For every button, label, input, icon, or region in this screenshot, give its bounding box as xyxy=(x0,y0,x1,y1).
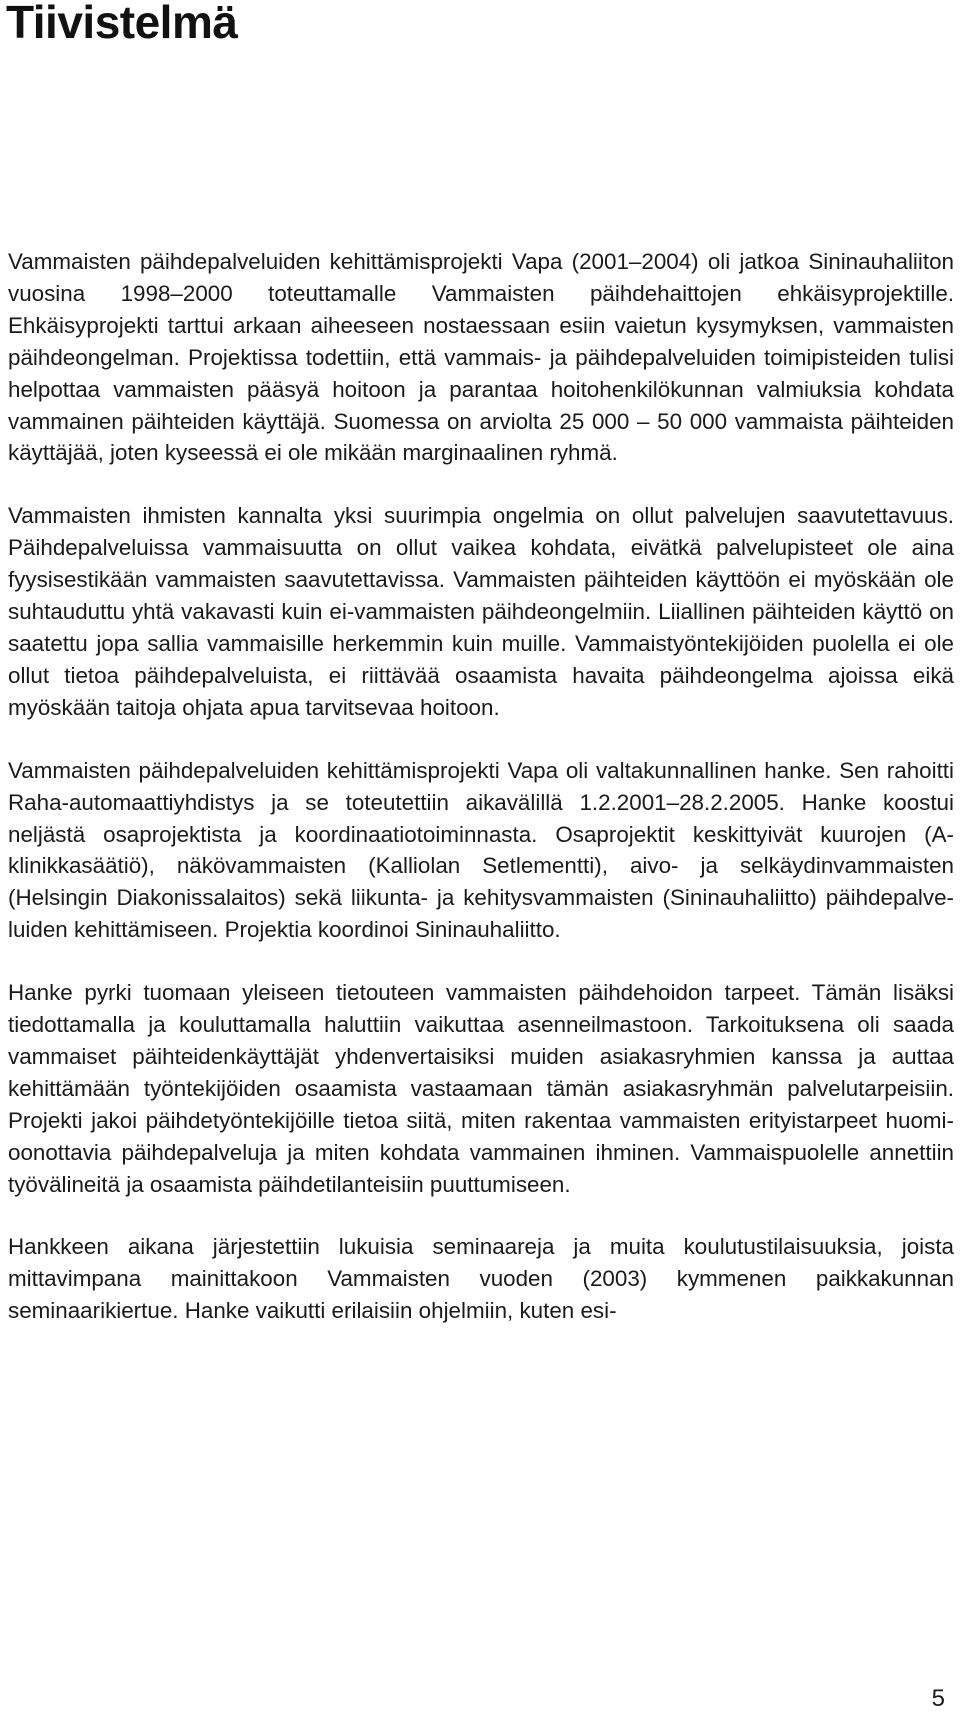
paragraph-5: Hankkeen aikana järjestettiin lukuisia seminaareja ja muita koulutustilaisuuksia, joista mittavimpana mainittakoon Vammaisten vuoden (2003) kymmenen paikkakunnan seminaarikiertue. Hanke vaikutti erilaisiin ohjelmiin, kuten esi- xyxy=(8,1234,954,1324)
body-text xyxy=(8,246,954,1358)
paragraph-2: Vammaisten ihmisten kannalta yksi suurimpia ongelmia on ollut palvelujen saavutettavuus. Päihdepalveluissa vammaisuutta on ollut vaikea kohdata, eivätkä palvelupisteet ole aina fyysisestikään vammaisten saavutettavissa. Vammaisten päihteiden käyttöön ei myöskään ole suhtauduttu yhtä vakavasti kuin ei-vammaisten päihdeongelmiin. Liiallinen päihteiden käyttö on saatettu jopa sallia vammaisille herkemmin kuin muille. Vammaistyöntekijöiden puolella ei ole ollut tietoa päihdepalveluista, ei riittävää osaamista havaita päihdeongelma ajoissa eikä myöskään taitoja ohjata apua tarvitsevaa hoitoon. xyxy=(8,503,954,720)
page-title: Tiivistelmä xyxy=(6,0,238,48)
paragraph-3: Vammaisten päihdepalveluiden kehittämisprojekti Vapa oli valtakunnallinen hanke. Sen rahoitti Raha-automaattiyhdistys ja se toteutettiin aikavälillä 1.2.2001–28.2.2005. Hanke koostui neljästä osaprojektista ja koordinaatiotoiminnasta. Osaprojektit keskittyivät kuurojen (A-klinikkasäätiö), näkövammaisten (Kalliolan Setlementti), aivo- ja selkäydinvammaisten (Helsingin Diakonissalaitos) sekä liikunta- ja kehitysvammaisten (Sininauhaliitto) päihdepalveluiden kehittämiseen. Projektia koordinoi Sininauhaliitto. xyxy=(8,757,954,943)
paragraph-1: Vammaisten päihdepalveluiden kehittämisprojekti Vapa (2001–2004) oli jatkoa Sininauhaliiton vuosina 1998–2000 toteuttamalle Vammaisten päihdehaittojen ehkäisyprojektille. Ehkäisyprojekti tarttui arkaan aiheeseen nostaessaan esiin vaietun kysymyksen, vammaisten päihdeongelman. Projektissa todettiin, että vammais- ja päihdepalveluiden toimipisteiden tulisi helpottaa vammaisten pääsyä hoitoon ja parantaa hoitohenkilökunnan valmiuksia kohdata vammainen päihteiden käyttäjä. Suomessa on arviolta 25 000 – 50 000 vammaista päihteiden käyttäjää, joten kyseessä ei ole mikään marginaalinen ryhmä. xyxy=(8,249,954,466)
paragraph-4: Hanke pyrki tuomaan yleiseen tietouteen vammaisten päihdehoidon tarpeet. Tämän lisäksi tiedottamalla ja kouluttamalla haluttiin vaikuttaa asenneilmastoon. Tarkoituksena oli saada vammaiset päihteidenkäyttäjät yhdenvertaisiksi muiden asiakasryhmien kanssa ja auttaa kehittämään työntekijöiden osaamista vastaamaan tämän asiakasryhmän palvelutarpeisiin. Projekti jakoi päihdetyöntekijöille tietoa siitä, miten rakentaa vammaisten erityistarpeet huomioonottavia päihdepalveluja ja miten kohdata vammainen ihminen. Vammaispuolelle annettiin työvälineitä ja osaamista päihdetilanteisiin puuttumiseen. xyxy=(8,980,954,1197)
page-number: 5 xyxy=(931,1685,945,1712)
